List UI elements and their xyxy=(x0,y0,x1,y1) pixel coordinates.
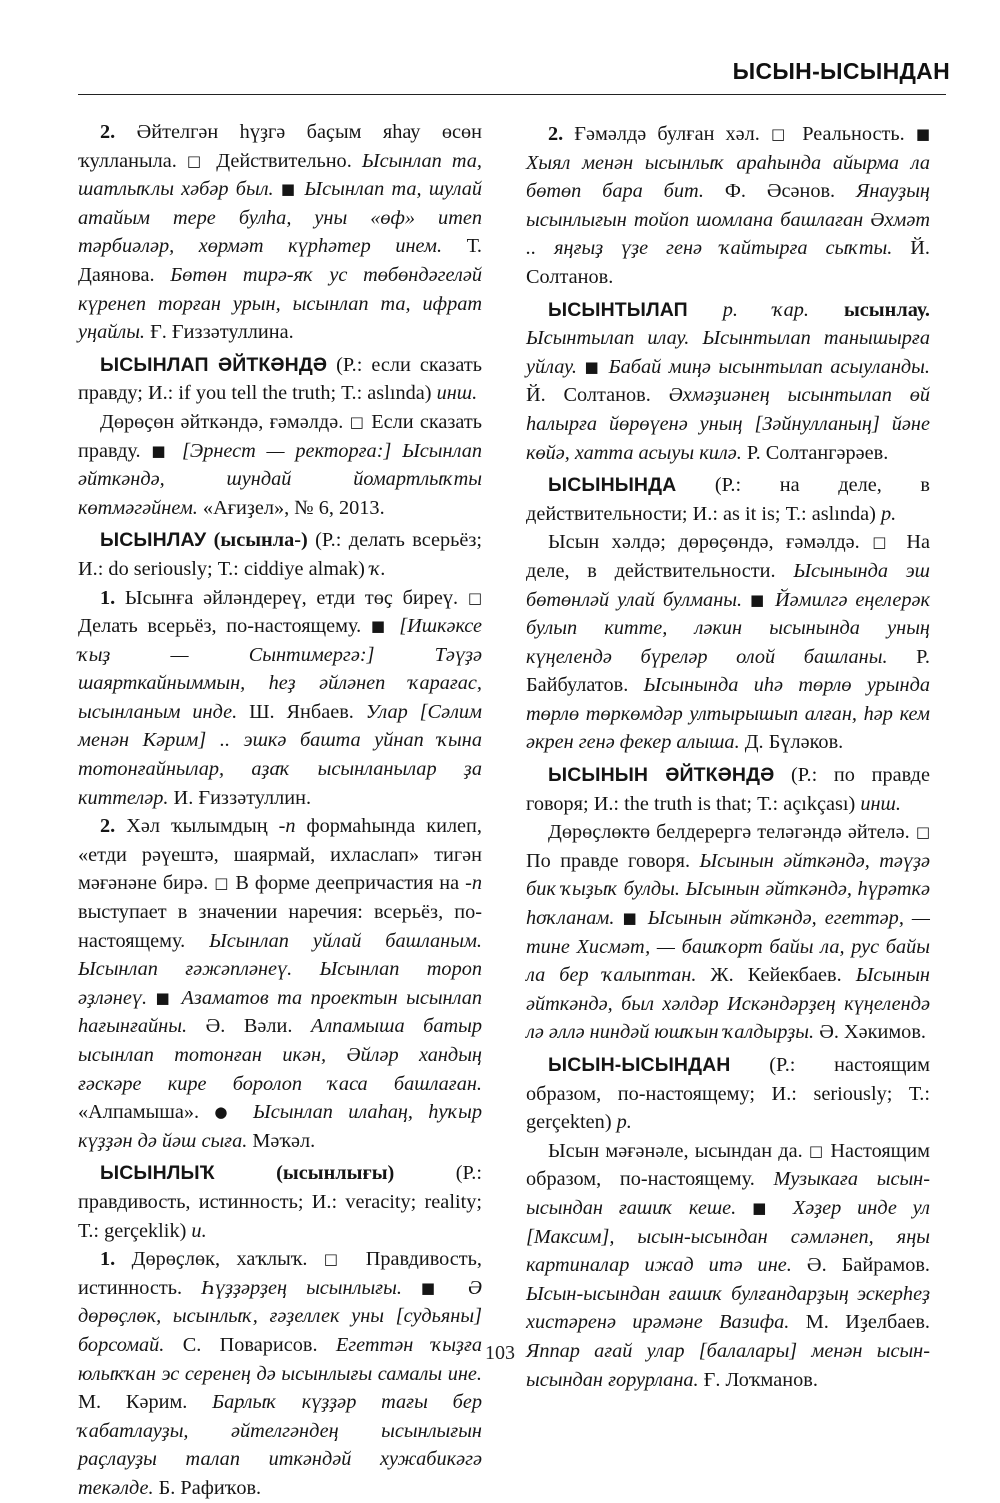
part-of-speech: инш. xyxy=(860,792,901,815)
translations: (Р.: делать всерьёз; И.: do seriously; Т.: ciddiye almak) xyxy=(78,529,482,580)
sense-1 xyxy=(78,584,482,813)
example-source: Ә. Вәли. xyxy=(187,1015,311,1038)
example: Бабай миңә ысынтылап асыуланды. xyxy=(608,355,930,378)
equivalent-marker: □ xyxy=(186,151,207,170)
russian-equivalent: Если сказать правду. xyxy=(78,410,482,462)
example-marker: ■ xyxy=(752,1198,778,1217)
definition: Дөрөҫөн әйткәндә, ғәмәлдә. xyxy=(100,410,350,433)
example-source: Ғ. Лоҡманов. xyxy=(698,1368,818,1391)
example: Ысынын әйткәндә, был хәлдәр Искәндәрҙең күңелендә лә әллә ниндәй юшҡын ҡалдырҙы. xyxy=(526,964,930,1044)
example-source: Ғ. Ғиззәтуллина. xyxy=(145,321,294,344)
russian-equivalent: На деле, в действительности. xyxy=(526,531,930,582)
entry-ysyntylap xyxy=(526,296,930,468)
example-source: Мәҡәл. xyxy=(247,1129,316,1152)
equivalent-marker: □ xyxy=(349,412,365,431)
header-rule xyxy=(78,94,946,95)
example: Ысынлап илаһаң, һуҡыр күҙҙән дә йәш сыға. xyxy=(78,1101,483,1152)
example-source: Ә. Хәкимов. xyxy=(814,1021,926,1044)
sense-number: 2. xyxy=(100,121,116,143)
example: Ысын-ысындан ғашиҡ булғандарҙың эскерһеҙ хистәренә ирәмәне Вазифа. xyxy=(526,1282,930,1334)
sense-2-continued xyxy=(78,118,482,347)
headword: ЫСЫНЛАУ xyxy=(100,529,207,552)
example: Ысынлап уйлай башланым. Ысынлап ғәжәпләнеү. Ысынлап тороп әҙләнеү. xyxy=(78,929,482,1009)
definition: Хәл ҡылымдың xyxy=(115,815,279,838)
part-of-speech: и. xyxy=(191,1219,207,1242)
definition: Ысын мәғәнәле, ысындан да. xyxy=(548,1139,809,1162)
equivalent-marker: □ xyxy=(467,588,482,607)
example-source: Т. Даянова. xyxy=(78,235,482,286)
definition: Ғәмәлдә булған хәл. xyxy=(563,123,771,145)
sense-2 xyxy=(526,120,930,292)
definition: формаһында килеп, «етди рәүештә, шаярмай, ихласлап» тигән мәғәнәне бирә. xyxy=(78,815,482,895)
translations: (Р.: на деле, в действительности; И.: as it is; Т.: aslında) xyxy=(526,474,930,525)
part-of-speech: р. xyxy=(616,1111,632,1134)
sense-number: 1. xyxy=(100,1248,116,1271)
russian-equivalent: Реальность. xyxy=(791,123,916,145)
example-source: Й. Солтанов. xyxy=(526,384,669,407)
headword: ЫСЫНЛЫҠ xyxy=(100,1162,215,1185)
sense-number: 2. xyxy=(100,815,116,838)
sense-2 xyxy=(78,812,482,1155)
stem-form: (ысынла-) xyxy=(206,529,308,552)
example-marker: ■ xyxy=(370,617,390,636)
example: Хыял менән ысынлыҡ араһында айырма ла бөтөп бара бит. xyxy=(526,151,930,203)
sense-number: 1. xyxy=(100,586,116,609)
entry-body xyxy=(78,408,482,522)
suffix: -п xyxy=(465,872,482,895)
russian-equivalent: Настоящим образом, по-настоящему. xyxy=(526,1139,930,1191)
example: Йәмилгә еңелерәк булып китте, ләкин ысынында уның күңелендә бүреләр олой башланы. xyxy=(526,588,930,668)
example-source: М. Иҙелбаев. xyxy=(789,1311,930,1334)
headword: ЫСЫНЫНДА xyxy=(548,474,677,497)
example-marker: ■ xyxy=(420,1278,449,1297)
sense-1 xyxy=(78,1245,482,1502)
russian-equivalent: Действительно. xyxy=(206,149,362,172)
example-source: И. Ғиззәтуллин. xyxy=(168,786,312,809)
right-column xyxy=(526,120,930,1394)
entry-ysynlap-aitkende xyxy=(78,351,482,408)
example-marker: ■ xyxy=(622,909,640,928)
example: Һүҙҙәрҙең ысынлығы. xyxy=(201,1276,402,1299)
stem-form: (ысынлығы) xyxy=(214,1162,395,1185)
example-source: Ф. Әсәнов. xyxy=(703,180,857,203)
translations: (Р.: по правде говоря; И.: the truth is that; Т.: açıkçası) xyxy=(526,764,931,815)
example: Улар [Сәлим менән Кәрим] .. эшкә башта уйнап ҡына тотонғайнылар, аҙаҡ ысынланылар ҙа киттеләр. xyxy=(78,700,482,809)
definition: Дөрөҫлөк, хаҡлыҡ. xyxy=(115,1248,324,1271)
example-source: М. Кәрим. xyxy=(78,1391,213,1414)
entry-ysynyn-aitkende xyxy=(526,761,930,818)
definition: Ысын хәлдә; дөрөҫөндә, ғәмәлдә. xyxy=(548,531,873,554)
example: Әхмәҙиәнең ысынтылап өй һалырға йөрөүенә уның [Зәйнулланың] йәне көйә, хатта асыуы килә. xyxy=(526,384,930,464)
example: Музыкаға ысын-ысындан ғашиҡ кеше. xyxy=(526,1168,930,1219)
headword: ЫСЫН-ЫСЫНДАН xyxy=(548,1054,731,1076)
left-column xyxy=(78,118,482,1503)
definition: Дөрөҫлөктө белдерергә теләгәндә әйтелә. xyxy=(548,821,916,844)
example: Барлыҡ күҙҙәр тағы бер ҡабатлауҙы, әйтелгәндең ысынлығын раҫлауҙы талап иткәндәй хужабикәгә текәлде. xyxy=(78,1391,482,1499)
example: Ә дөрөҫлөк, ысынлыҡ, ғәҙеллек уны [судьяны] борсомай. xyxy=(78,1276,482,1356)
translations: (Р.: если сказать правду; И.: if you tell the truth; Т.: aslında) xyxy=(78,353,482,405)
example-marker: ■ xyxy=(915,125,930,143)
russian-equivalent: выступает в значении наречия: всерьёз, по-настоящему. xyxy=(78,901,482,952)
sense-number: 2. xyxy=(548,123,564,145)
russian-equivalent: Делать всерьёз, по-настоящему. xyxy=(78,615,371,638)
example: [Ишкәксе ҡыҙ — Сынтимергә:] Тәүҙә шаярткайныммын, һеҙ әйләнеп ҡарағас, ысынланым инде. xyxy=(78,615,482,723)
example-source: «Ағиҙел», № 6, 2013. xyxy=(197,496,385,519)
example: Яппар ағай улар [балалары] менән ысын-ысындан ғорурлана. xyxy=(526,1339,930,1391)
example-source: Ж. Кейекбаев. xyxy=(696,964,856,987)
translations: (Р.: настоящим образом, по-настоящему; И.: seriously; Т.: gerçekten) xyxy=(526,1054,930,1134)
part-of-speech: р. xyxy=(881,502,897,525)
example: Ысынында эш бөтөнләй улай булманы. xyxy=(526,559,930,611)
equivalent-marker: □ xyxy=(872,533,894,552)
equivalent-marker: □ xyxy=(323,1250,350,1269)
example-marker: ■ xyxy=(155,988,174,1007)
example: [Эрнест — ректорға:] Ысынлап әйткәндә, шундай йомартлыҡты көтмәгәйнем. xyxy=(78,439,482,519)
entry-body xyxy=(526,528,930,757)
example: Ысынтылап илау. Ысынтылап танышырға уйлау. xyxy=(526,327,930,378)
translations: (Р.: правдивость, истинность; И.: veracity; reality; Т.: gerçeklik) xyxy=(78,1162,482,1242)
russian-equivalent: В форме деепричастия на xyxy=(229,872,466,895)
example: Янауҙың ысынлығын тойоп шомлана башлаған Әхмәт .. яңғыҙ үҙе генә ҡайтырға сыҡты. xyxy=(526,180,930,260)
suffix: -п xyxy=(278,815,296,838)
example: Ысынын әйткәндә, тәүҙә бик ҡыҙыҡ булды. Ысынын әйткәндә, һүрәткә һоҡланам. xyxy=(526,849,930,930)
example: Ысынында иһә төрлө урында төрлө төркөмдәр ултырышып алған, һәр кем әкрен генә фекер алыша. xyxy=(526,674,930,754)
example: Ысынлап та, шатлыҡлы хәбәр был. xyxy=(78,149,482,201)
example: Ысынлап та, шулай атайым тере булһа, уны «өф» итеп тәрбиәләр, хөрмәт күрһәтер инем. xyxy=(78,178,482,258)
part-of-speech: р. ҡар. xyxy=(687,298,844,321)
example-marker: ■ xyxy=(280,180,298,199)
entry-ysyninda xyxy=(526,471,930,528)
equivalent-marker: □ xyxy=(808,1141,825,1160)
definition: Әйтелгән һүҙгә баҫым яһау өсөн ҡулланыла. xyxy=(78,121,482,172)
example: Ысынын әйткәндә, егеттәр, — тине Хисмәт, — башҡорт байы ла, рус байы ла бер ҡалыптан. xyxy=(526,907,930,987)
entry-ysynlau xyxy=(78,526,482,583)
example: Хәҙер инде ул [Максим], ысын-ысындан сәмләнеп, яңы картиналар ижад итә ине. xyxy=(526,1196,930,1277)
cross-reference: ысынлау. xyxy=(843,298,930,321)
proverb-marker: ● xyxy=(214,1103,238,1122)
russian-equivalent: Правдивость, истинность. xyxy=(78,1248,482,1299)
example-source: Р. Солтангәрәев. xyxy=(741,441,889,464)
equivalent-marker: □ xyxy=(915,823,930,842)
example-source: Б. Рафиҡов. xyxy=(153,1476,262,1499)
example-source: Й. Солтанов. xyxy=(526,237,930,288)
example-marker: ■ xyxy=(584,357,602,376)
example-source: Д. Бүләков. xyxy=(739,731,844,754)
page-number: 103 xyxy=(485,1342,515,1364)
headword: ЫСЫНЫН ӘЙТКӘНДӘ xyxy=(548,764,775,787)
example-source: С. Поварисов. xyxy=(164,1333,336,1356)
headword: ЫСЫНЛАП ӘЙТКӘНДӘ xyxy=(100,353,328,376)
example: Егеттән ҡыҙға юлыҡҡан эс серенең дә ысынлығы самалы ине. xyxy=(78,1333,482,1385)
russian-equivalent: По правде говоря. xyxy=(526,849,700,872)
running-head: ЫСЫН-ЫСЫНДАН xyxy=(732,58,950,84)
entry-ysynlyk xyxy=(78,1159,482,1245)
example: Бөтөн тирә-яҡ ус төбөндәгеләй күренеп торған урын, ысынлап та, ифрат уңайлы. xyxy=(78,263,482,344)
equivalent-marker: □ xyxy=(770,125,792,143)
example-source: Ш. Янбаев. xyxy=(237,700,366,723)
entry-body xyxy=(526,818,930,1047)
headword: ЫСЫНТЫЛАП xyxy=(548,298,688,321)
part-of-speech: инш. xyxy=(436,382,478,405)
definition: Ысынға әйләндереү, етди төҫ биреү. xyxy=(115,586,468,609)
equivalent-marker: □ xyxy=(214,874,230,893)
example-source: «Алпамыша». xyxy=(78,1101,215,1124)
example: Алпамыша батыр ысынлап тотонған икән, Әйләр хандың ғәскәре кире боролоп ҡаса башлаған. xyxy=(78,1015,482,1095)
example-source: Ә. Байрамов. xyxy=(791,1254,930,1277)
example-marker: ■ xyxy=(750,590,768,609)
part-of-speech: ҡ. xyxy=(370,557,386,580)
example-source: Р. Байбулатов. xyxy=(526,645,930,697)
example: Азаматов та проектын ысынлап һағынғайны. xyxy=(78,986,482,1038)
example-marker: ■ xyxy=(151,441,172,460)
entry-ysyn-ysyndan xyxy=(526,1051,930,1137)
